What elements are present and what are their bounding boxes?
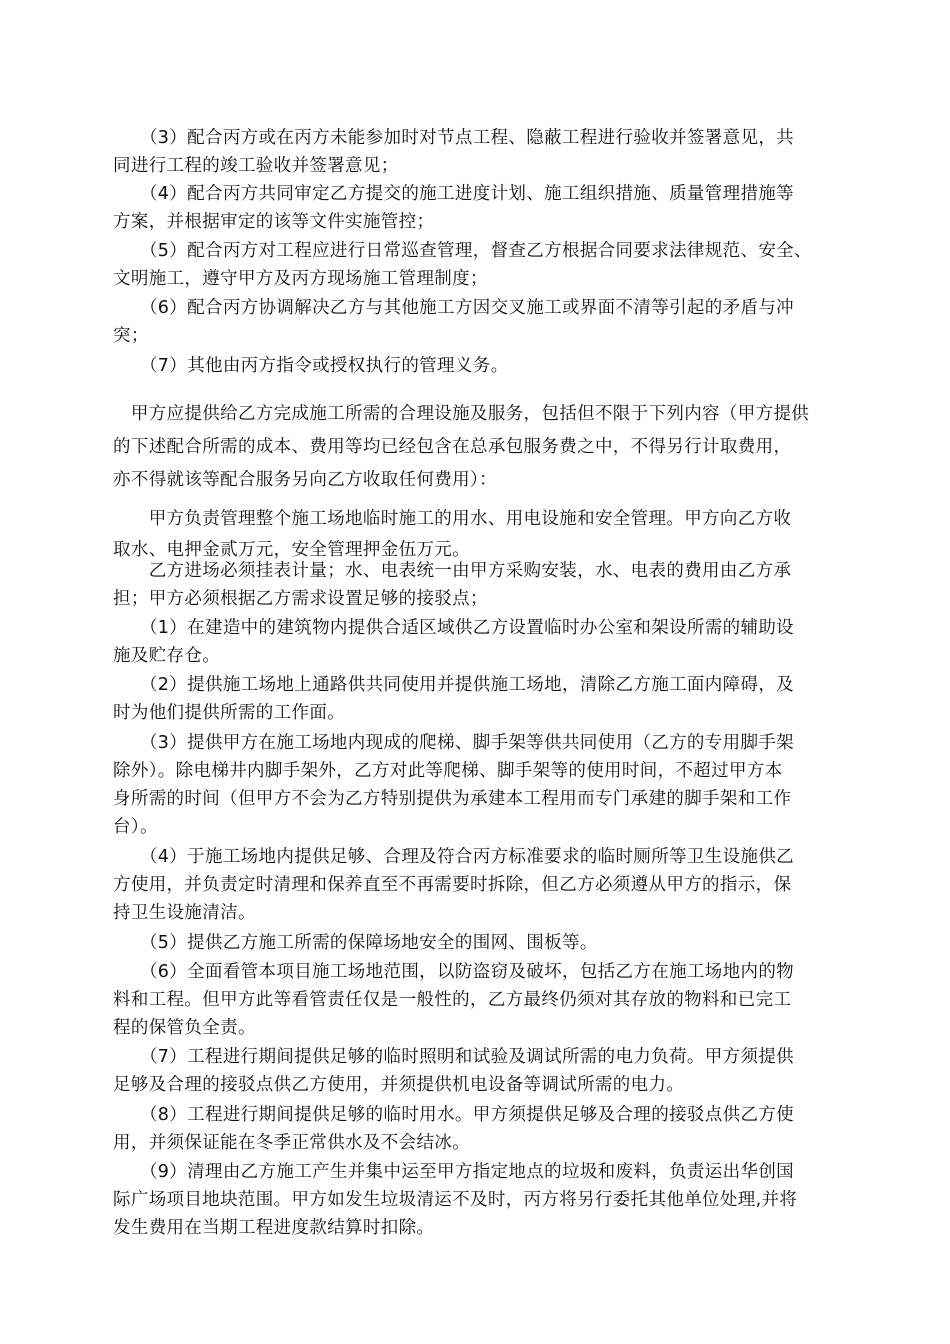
paragraph-item-7-lighting-power (113, 1043, 858, 1099)
text-line: 方使用，并负责定时清理和保养直至不再需要时拆除，但乙方必须遵从甲方的指示，保 (113, 875, 792, 895)
paragraph-item-5-fencing (113, 929, 858, 957)
text-line: 乙方进场必须挂表计量；水、电表统一由甲方采购安装，水、电表的费用由乙方承 (113, 561, 792, 581)
text-line: 取水、电押金贰万元，安全管理押金伍万元。 (113, 540, 470, 560)
paragraph-3-acceptance (113, 124, 858, 180)
paragraph-item-9-waste (113, 1158, 858, 1242)
paragraph-metering (113, 557, 858, 613)
text-line: （2）提供施工场地上通路供共同使用并提供施工场地，清除乙方施工面内障碍，及 (113, 675, 795, 695)
text-line: （7）其他由丙方指令或授权执行的管理义务。 (113, 356, 509, 376)
text-line: 施及贮存仓。 (113, 646, 221, 666)
text-line: 甲方应提供给乙方完成施工所需的合理设施及服务，包括但不限于下列内容（甲方提供 (113, 404, 810, 424)
text-line: 际广场项目地块范围。甲方如发生垃圾清运不及时，丙方将另行委托其他单位处理,并将 (113, 1190, 798, 1210)
text-line: （3）配合丙方或在丙方未能参加时对节点工程、隐蔽工程进行验收并签署意见，共 (113, 128, 795, 148)
paragraph-5-inspection (113, 237, 858, 293)
text-line: 足够及合理的接驳点供乙方使用，并须提供机电设备等调试所需的电力。 (113, 1075, 685, 1095)
text-line: 用，并须保证能在冬季正常供水及不会结冰。 (113, 1133, 470, 1153)
paragraph-4-review-plans (113, 180, 858, 236)
text-line: 除外）。除电梯井内脚手架外，乙方对此等爬梯、脚手架等的使用时间，不超过甲方本 (113, 761, 783, 781)
paragraph-item-3-scaffolding (113, 729, 858, 841)
paragraph-item-6-security (113, 958, 858, 1042)
text-line: 时为他们提供所需的工作面。 (113, 703, 346, 723)
paragraph-item-2-access (113, 671, 858, 727)
text-line: （7）工程进行期间提供足够的临时照明和试验及调试所需的电力负荷。甲方须提供 (113, 1047, 795, 1067)
text-line: 持卫生设施清洁。 (113, 903, 256, 923)
text-line: （9）清理由乙方施工产生并集中运至甲方指定地点的垃圾和废料，负责运出华创国 (113, 1162, 795, 1182)
text-line: （4）配合丙方共同审定乙方提交的施工进度计划、施工组织措施、质量管理措施等 (113, 184, 795, 204)
text-line: 的下述配合所需的成本、费用等均已经包含在总承包服务费之中，不得另行计取费用， (113, 437, 792, 457)
paragraph-7-other-duties (113, 352, 858, 380)
paragraph-6-coordination (113, 294, 858, 350)
text-line: 发生费用在当期工程进度款结算时扣除。 (113, 1218, 435, 1238)
text-line: （1）在建造中的建筑物内提供合适区域供乙方设置临时办公室和架设所需的辅助设 (113, 618, 795, 638)
text-line: （3）提供甲方在施工场地内现成的爬梯、脚手架等供共同使用（乙方的专用脚手架 (113, 733, 795, 753)
text-line: （5）配合丙方对工程应进行日常巡查管理，督查乙方根据合同要求法律规范、安全、 (113, 241, 812, 261)
text-line: 同进行工程的竣工验收并签署意见； (113, 156, 399, 176)
text-line: （5）提供乙方施工所需的保障场地安全的围网、围板等。 (113, 933, 598, 953)
text-line: 甲方负责管理整个施工场地临时施工的用水、用电设施和安全管理。甲方向乙方收 (113, 509, 792, 529)
text-line: 文明施工，遵守甲方及丙方现场施工管理制度； (113, 269, 488, 289)
text-line: （6）全面看管本项目施工场地范围，以防盗窃及破坏，包括乙方在施工场地内的物 (113, 962, 795, 982)
paragraph-party-a-services (113, 398, 858, 497)
text-line: 身所需的时间（但甲方不会为乙方特别提供为承建本工程用而专门承建的脚手架和工作 (113, 789, 792, 809)
paragraph-item-8-water (113, 1101, 858, 1157)
text-line: 担；甲方必须根据乙方需求设置足够的接驳点； (113, 589, 488, 609)
text-line: （8）工程进行期间提供足够的临时用水。甲方须提供足够及合理的接驳点供乙方使 (113, 1105, 795, 1125)
paragraph-item-1-office (113, 614, 858, 670)
text-line: 程的保管负全责。 (113, 1018, 256, 1038)
text-line: 料和工程。但甲方此等看管责任仅是一般性的，乙方最终仍须对其存放的物料和已完工 (113, 990, 792, 1010)
text-line: 亦不得就该等配合服务另向乙方收取任何费用）： (113, 470, 497, 490)
text-line: （4）于施工场地内提供足够、合理及符合丙方标准要求的临时厕所等卫生设施供乙 (113, 847, 795, 867)
text-line: 台）。 (113, 817, 158, 837)
text-line: （6）配合丙方协调解决乙方与其他施工方因交叉施工或界面不清等引起的矛盾与冲 (113, 298, 795, 318)
text-line: 方案，并根据审定的该等文件实施管控； (113, 212, 435, 232)
paragraph-item-4-sanitation (113, 843, 858, 927)
text-line: 突； (113, 326, 149, 346)
